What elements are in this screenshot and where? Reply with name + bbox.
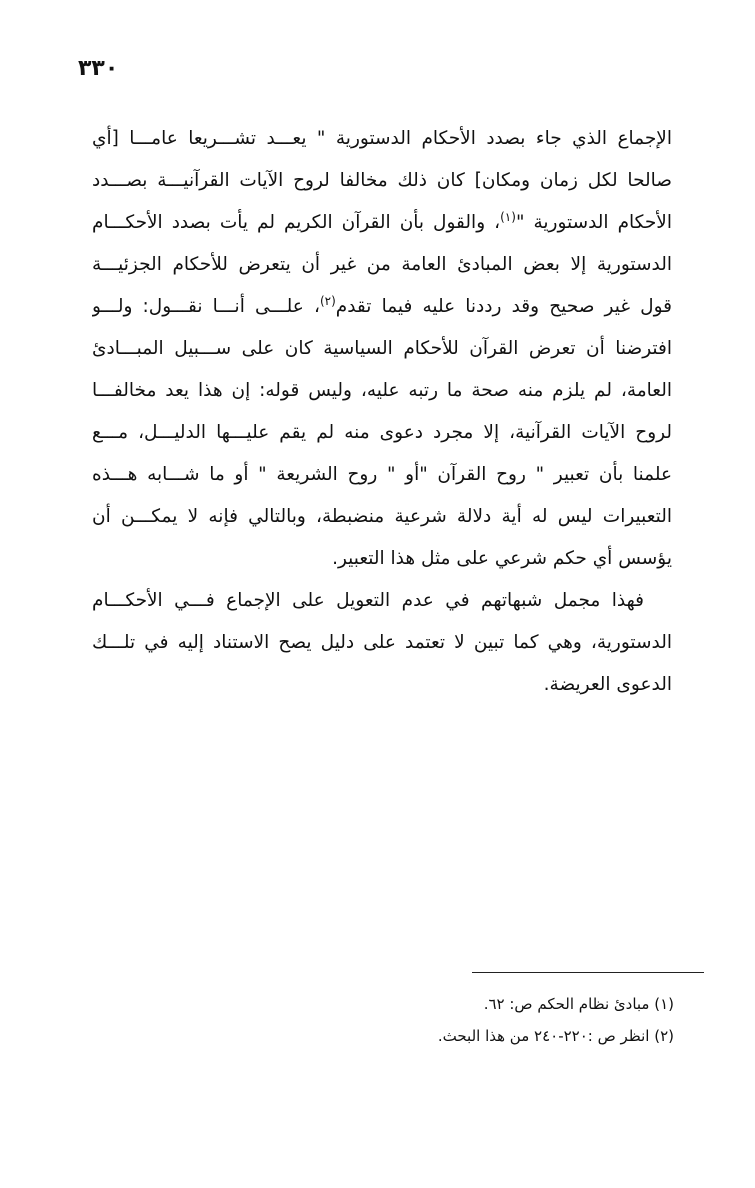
footnote-divider	[472, 972, 704, 973]
text-line: الدعوى العريضة.	[543, 674, 672, 695]
text-line: الدستورية، وهي كما تبين لا تعتمد على دليل يصح الاستناد إليه في تلـــك	[92, 632, 672, 653]
text-line: الإجماع الذي جاء بصدد الأحكام الدستورية " يعـــد تشـــريعا عامـــا [أي	[92, 128, 672, 149]
footnotes	[300, 988, 674, 1052]
text-line: افترضنا أن تعرض القرآن للأحكام السياسية كان على ســـبيل المبـــادئ	[92, 338, 672, 359]
text-segment: ، والقول بأن القرآن الكريم لم يأت بصدد الأحكـــام	[92, 212, 501, 233]
text-line: علمنا بأن تعبير " روح القرآن "أو " روح الشريعة " أو ما شـــابه هـــذه	[92, 464, 672, 485]
text-line	[92, 286, 672, 328]
footnote-1: (١) مبادئ نظام الحكم ص: ٦٢.	[483, 995, 674, 1013]
text-segment: ، علـــى أنـــا نقـــول: ولـــو	[92, 296, 320, 317]
main-text	[92, 118, 672, 706]
text-line: لروح الآيات القرآنية، إلا مجرد دعوى منه لم يقم عليـــها الدليـــل، مـــع	[92, 422, 672, 443]
text-line: التعبيرات ليس له أية دلالة شرعية منضبطة، وبالتالي فإنه لا يمكـــن أن	[92, 506, 672, 527]
paragraph-2	[92, 580, 672, 706]
footnote-ref-1: (١)	[500, 209, 516, 224]
footnote-ref-2: (٢)	[319, 293, 336, 308]
footnote-2: (٢) انظر ص :٢٢٠-٢٤٠ من هذا البحث.	[437, 1027, 674, 1045]
page-number: ٣٣٠	[78, 56, 119, 81]
text-line: صالحا لكل زمان ومكان] كان ذلك مخالفا لروح الآيات القرآنيـــة بصـــدد	[92, 170, 672, 191]
text-line: يؤسس أي حكم شرعي على مثل هذا التعبير.	[332, 548, 672, 569]
text-segment: قول غير صحيح وقد رددنا عليه فيما تقدم	[335, 296, 672, 317]
paragraph-1	[92, 118, 672, 580]
text-line	[92, 202, 672, 244]
text-line: فهذا مجمل شبهاتهم في عدم التعويل على الإجماع فـــي الأحكـــام	[92, 590, 644, 611]
text-line: العامة، لم يلزم منه صحة ما رتبه عليه، وليس قوله: إن هذا يعد مخالفـــا	[92, 380, 672, 401]
text-segment: الأحكام الدستورية "	[515, 212, 672, 233]
text-line: الدستورية إلا بعض المبادئ العامة من غير أن يتعرض للأحكام الجزئيـــة	[92, 254, 672, 275]
